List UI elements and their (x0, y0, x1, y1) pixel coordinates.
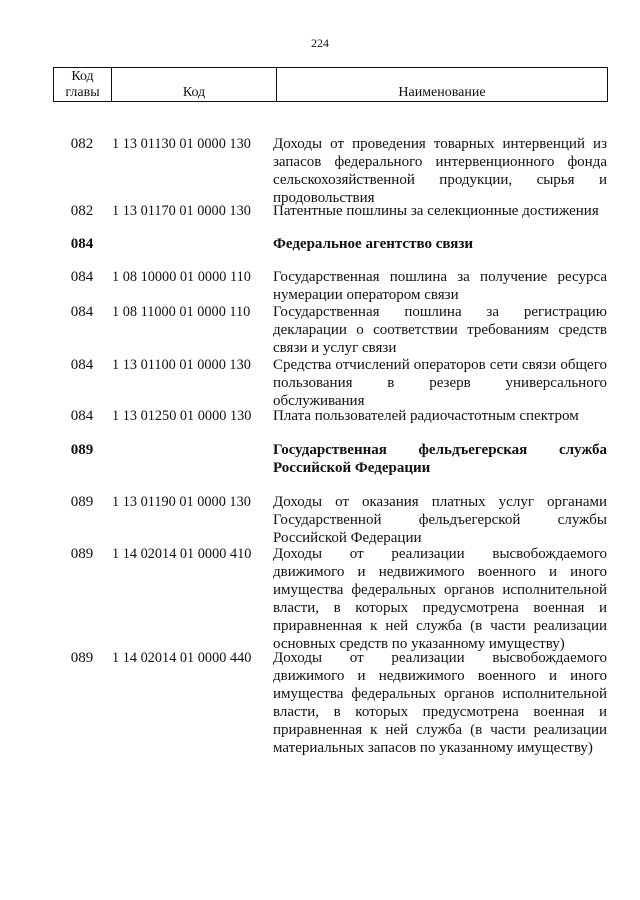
chapter-code: 084 (70, 357, 94, 373)
item-name: Доходы от оказания платных услуг органами Государственной фельдъегерской службы Российской Федерации (273, 494, 607, 546)
item-name: Государственная пошлина за регистрацию декларации о соответствии требованиям средств связи и услуг связи (273, 304, 607, 356)
item-name: Плата пользователей радиочастотным спектром (273, 408, 579, 424)
chapter-code: 082 (70, 203, 94, 219)
item-name: Доходы от проведения товарных интервенций из запасов федерального интервенционного фонда сельскохозяйственной продукции, сырья и продовольствия (273, 136, 607, 206)
budget-code: 1 14 02014 01 0000 410 (112, 546, 252, 562)
table-header (53, 67, 608, 102)
page-number: 224 (311, 36, 329, 50)
chapter-code: 084 (70, 304, 94, 320)
header-code-cell (112, 68, 277, 101)
chapter-code: 084 (70, 408, 94, 424)
section-title: Федеральное агентство связи (273, 236, 474, 252)
budget-code: 1 13 01190 01 0000 130 (112, 494, 251, 510)
budget-code: 1 14 02014 01 0000 440 (112, 650, 252, 666)
item-name: Доходы от реализации высвобождаемого движимого и недвижимого военного и иного имущества федеральных органов исполнительной власти, в которых предусмотрена военная и приравненная к ней служба (в части реализации основных средств по указанному имуществу) (273, 546, 607, 652)
chapter-code: 084 (70, 236, 94, 252)
budget-code: 1 08 11000 01 0000 110 (112, 304, 251, 320)
chapter-code: 084 (70, 269, 94, 285)
budget-code: 1 08 10000 01 0000 110 (112, 269, 251, 285)
budget-code: 1 13 01250 01 0000 130 (112, 408, 252, 424)
item-name: Доходы от реализации высвобождаемого движимого и недвижимого военного и иного имущества федеральных органов исполнительной власти, в которых предусмотрена военная и приравненная к ней служба (в части реализации материальных запасов по указанному имуществу) (273, 650, 607, 756)
budget-code: 1 13 01100 01 0000 130 (112, 357, 251, 373)
budget-code: 1 13 01170 01 0000 130 (112, 203, 251, 219)
budget-code: 1 13 01130 01 0000 130 (112, 136, 251, 152)
section-title: Государственная фельдъегерская служба Российской Федерации (273, 442, 607, 476)
chapter-code: 082 (70, 136, 94, 152)
chapter-code: 089 (70, 442, 94, 458)
item-name: Средства отчислений операторов сети связи общего пользования в резерв универсального обслуживания (273, 357, 607, 409)
header-name-cell (277, 68, 607, 101)
chapter-code: 089 (70, 650, 94, 666)
header-name: Наименование (398, 85, 486, 100)
item-name: Патентные пошлины за селекционные достижения (273, 203, 599, 219)
header-chapter-code: Код главы (54, 68, 112, 101)
header-code: Код (182, 85, 206, 100)
item-name: Государственная пошлина за получение ресурса нумерации оператором связи (273, 269, 607, 303)
chapter-code: 089 (70, 494, 94, 510)
chapter-code: 089 (70, 546, 94, 562)
